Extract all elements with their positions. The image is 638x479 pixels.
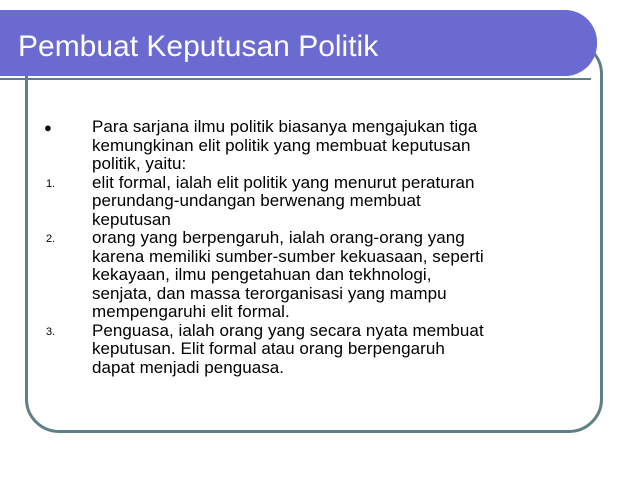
text-line: Penguasa, ialah orang yang secara nyata membuat [92,320,484,340]
text-line: perundang-undangan berwenang membuat [92,191,421,210]
list-item [44,322,584,378]
slide-title: Pembuat Keputusan Politik [18,30,379,63]
text-line: orang yang berpengaruh, ialah orang-orang yang [92,228,465,247]
text-line: keputusan. Elit formal atau orang berpengaruh [92,339,445,358]
bullet-icon: ● [44,120,52,135]
list-number: 3. [46,325,56,338]
text-line: Para sarjana ilmu politik biasanya mengajukan tiga [92,117,478,136]
text-line: elit formal, ialah elit politik yang menurut peraturan [92,172,475,192]
list-item-text [92,229,484,322]
list-item-text [92,174,475,230]
text-line: politik, yaitu: [92,154,187,173]
list-item [44,229,584,322]
text-line: kekayaan, ilmu pengetahuan dan tekhnologi, [92,265,432,284]
list-item [44,118,584,174]
list-number: 2. [46,233,56,245]
list-item [44,174,584,230]
title-bar [0,10,597,76]
slide-content [44,118,584,377]
text-line: keputusan [92,209,171,229]
list-number: 1. [46,177,56,190]
text-line: dapat menjadi penguasa. [92,357,285,377]
text-line: karena memiliki sumber-sumber kekuasaan, seperti [92,246,484,266]
text-line: mempengaruhi elit formal. [92,302,290,321]
list-item-text [92,322,484,378]
text-line: senjata, dan massa terorganisasi yang mampu [92,283,447,303]
text-line: kemungkinan elit politik yang membuat keputusan [92,135,471,155]
title-underline [0,78,591,80]
list-item-text [92,118,477,174]
